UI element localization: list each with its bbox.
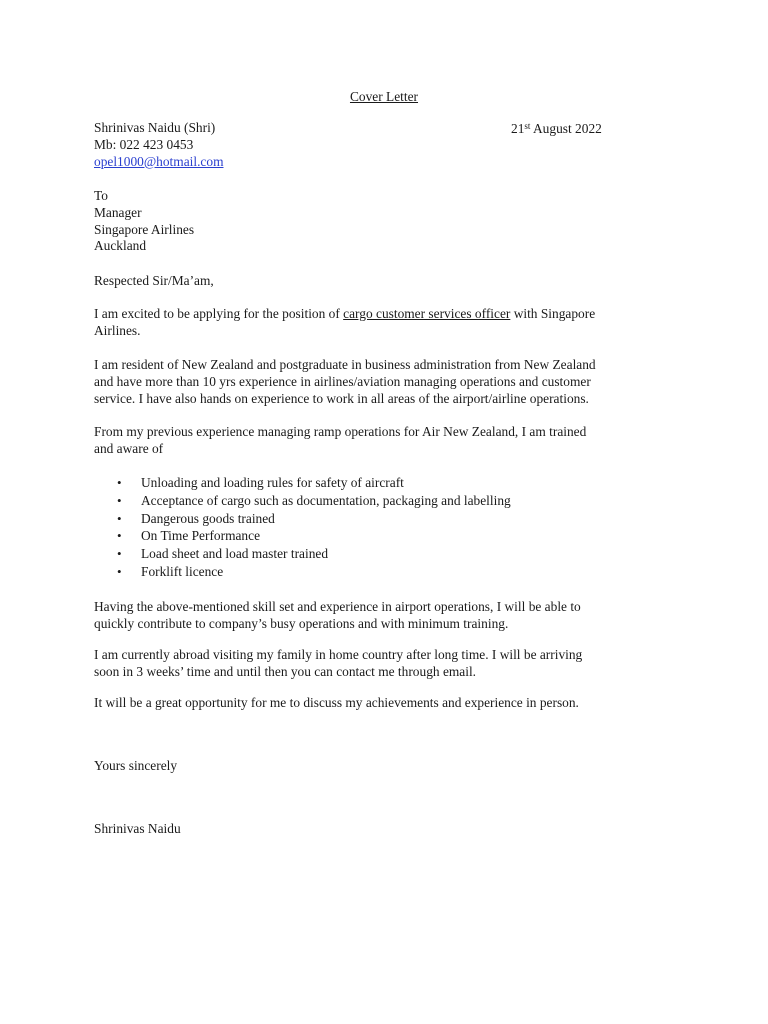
recipient-line-to: To xyxy=(94,188,108,203)
list-item xyxy=(117,545,511,563)
sender-email-link[interactable]: opel1000@hotmail.com xyxy=(94,153,224,169)
sender-name: Shrinivas Naidu (Shri) xyxy=(94,120,216,135)
salutation: Respected Sir/Ma’am, xyxy=(94,273,214,288)
list-item-text: Dangerous goods trained xyxy=(141,510,275,526)
page-title: Cover Letter xyxy=(349,89,419,104)
closing-salutation: Yours sincerely xyxy=(94,758,178,773)
skills-list xyxy=(117,474,511,581)
experience-line-1: I am resident of New Zealand and postgraduate in business administration from New Zealand xyxy=(94,357,596,372)
signature-name: Shrinivas Naidu xyxy=(94,821,181,836)
intro-text-before: I am excited to be applying for the position of xyxy=(94,306,344,321)
recipient-line-city: Auckland xyxy=(94,238,147,254)
bullet-icon: • xyxy=(117,563,122,579)
availability-line-1: I am currently abroad visiting my family in home country after long time. I will be arriving xyxy=(94,647,583,662)
experience-line-2: and have more than 10 yrs experience in airlines/aviation managing operations and customer xyxy=(94,374,591,389)
experience-line-3: service. I have also hands on experience to work in all areas of the airport/airline operations. xyxy=(94,391,589,406)
bullet-icon: • xyxy=(117,546,122,562)
ramp-line-2: and aware of xyxy=(94,441,164,456)
date-suffix: st xyxy=(524,121,531,131)
bullet-icon: • xyxy=(117,528,122,544)
intro-text-after: with Singapore xyxy=(510,306,596,321)
bullet-icon: • xyxy=(117,492,122,508)
recipient-block xyxy=(94,188,684,255)
list-item-text: On Time Performance xyxy=(141,528,261,544)
ramp-line-1: From my previous experience managing ramp operations for Air New Zealand, I am trained xyxy=(94,424,587,439)
intro-paragraph xyxy=(94,305,684,339)
list-item-text: Load sheet and load master trained xyxy=(141,546,329,562)
experience-paragraph xyxy=(94,356,684,407)
sender-mobile: Mb: 022 423 0453 xyxy=(94,136,194,152)
list-item xyxy=(117,563,511,581)
list-item xyxy=(117,492,511,510)
list-item xyxy=(117,474,511,492)
availability-paragraph xyxy=(94,646,684,680)
closing-paragraph: It will be a great opportunity for me to discuss my achievements and experience in person. xyxy=(94,695,579,710)
bullet-icon: • xyxy=(117,475,122,490)
availability-line-2: soon in 3 weeks’ time and until then you can contact me through email. xyxy=(94,664,477,679)
date-rest: August 2022 xyxy=(530,121,602,136)
skills-summary-line-1: Having the above-mentioned skill set and experience in airport operations, I will be able to xyxy=(94,599,581,614)
recipient-line-title: Manager xyxy=(94,204,142,220)
intro-text-line2: Airlines. xyxy=(94,323,141,338)
skills-summary-line-2: quickly contribute to company’s busy operations and with minimum training. xyxy=(94,616,509,631)
position-title: cargo customer services officer xyxy=(343,306,511,321)
letter-date xyxy=(511,120,602,137)
date-day: 21 xyxy=(511,121,525,136)
list-item xyxy=(117,527,511,545)
list-item-text: Forklift licence xyxy=(141,563,224,579)
recipient-line-company: Singapore Airlines xyxy=(94,221,195,237)
list-item-text: Unloading and loading rules for safety of aircraft xyxy=(141,475,404,490)
list-item-text: Acceptance of cargo such as documentation, packaging and labelling xyxy=(141,492,511,508)
list-item xyxy=(117,510,511,528)
bullet-icon: • xyxy=(117,510,122,526)
ramp-paragraph xyxy=(94,423,684,457)
skills-summary-paragraph xyxy=(94,598,684,632)
